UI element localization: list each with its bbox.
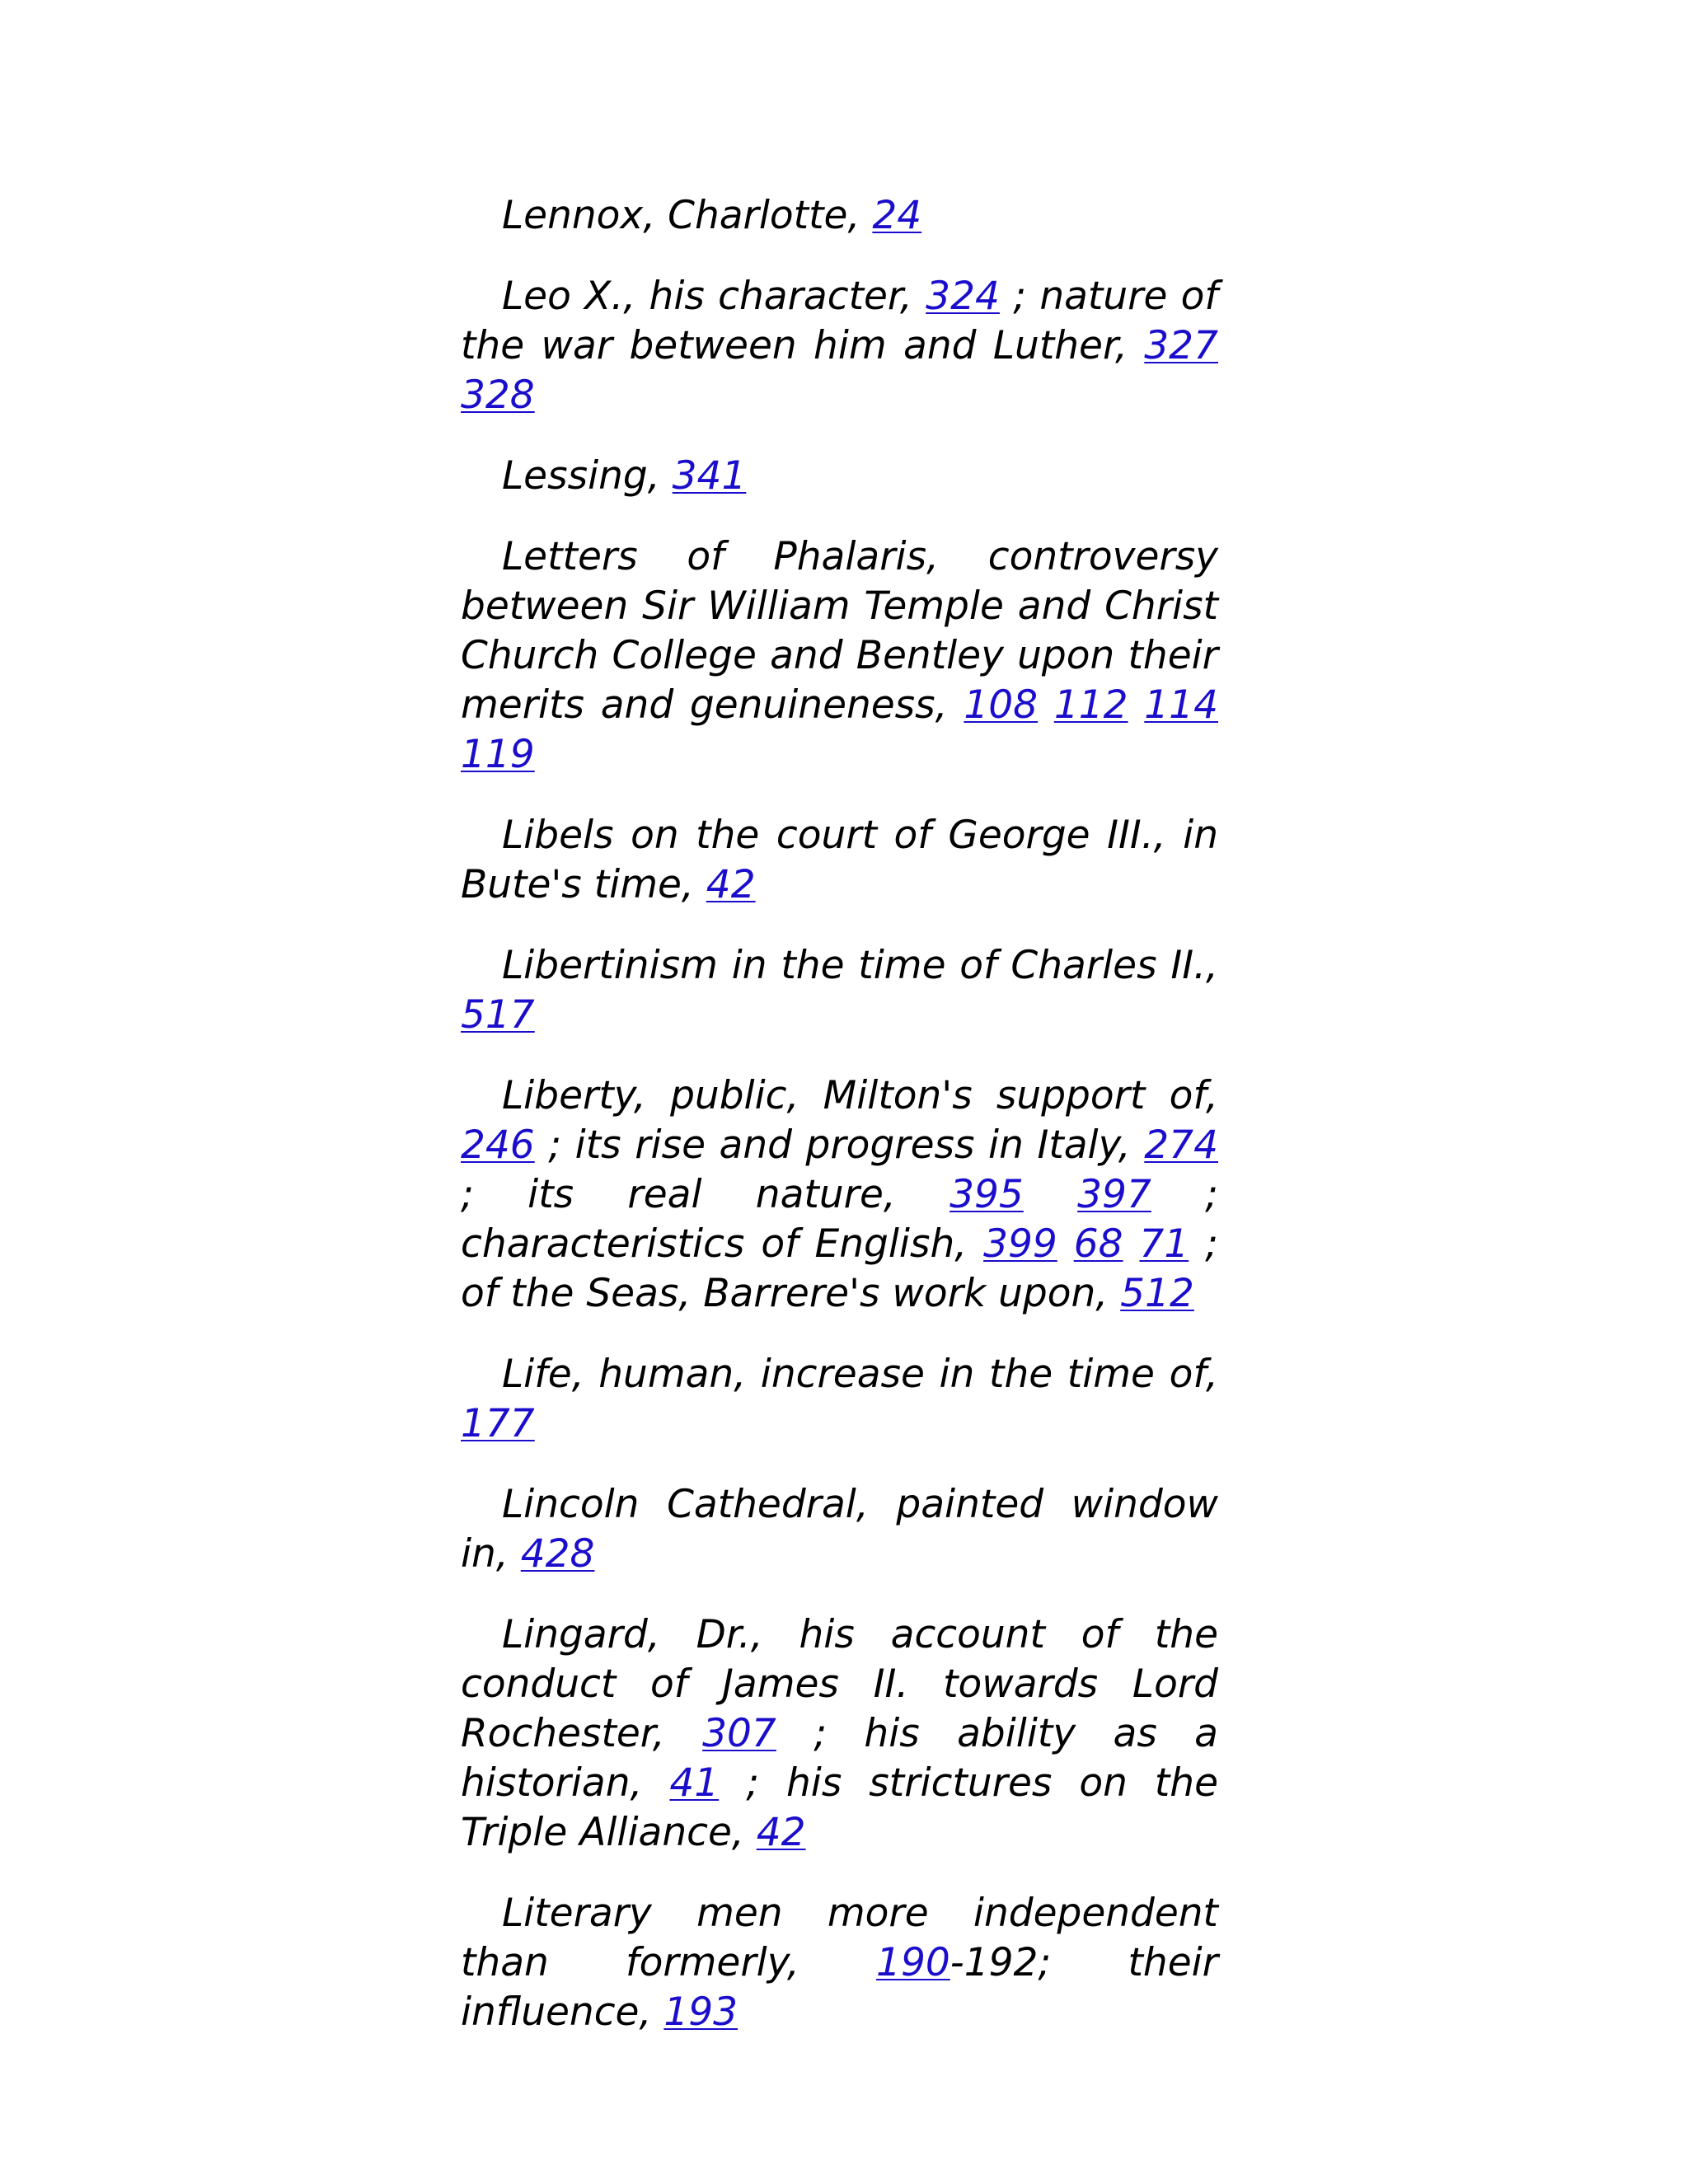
entry-text: Lincoln Cathedral, painted window in, — [461, 1482, 1218, 1577]
page-link-24[interactable]: 24 — [872, 193, 922, 238]
page-link-108[interactable]: 108 — [964, 682, 1039, 728]
entry-text: ; its real nature, — [461, 1172, 950, 1217]
index-entry-lingard — [461, 1610, 1218, 1858]
index-entry-libertinism — [461, 941, 1218, 1040]
page-link-517[interactable]: 517 — [461, 992, 535, 1038]
page-link-428[interactable]: 428 — [520, 1531, 595, 1577]
index-entry-liberty — [461, 1071, 1218, 1319]
entry-text — [1024, 1172, 1077, 1217]
entry-text: ; his ability as a historian, — [461, 1711, 1218, 1806]
entry-text: Libertinism in the time of Charles II., — [502, 943, 1218, 988]
page-link-41[interactable]: 41 — [669, 1760, 720, 1806]
entry-text — [1057, 1221, 1074, 1267]
index-entry-letters-of-phalaris — [461, 532, 1218, 780]
page-link-193[interactable]: 193 — [663, 1990, 738, 2035]
entry-text: Lennox, Charlotte, — [502, 193, 873, 238]
entry-text: Literary men more independent than formerly, — [461, 1891, 1218, 1985]
entry-text: -192; their influence, — [461, 1940, 1218, 2035]
index-entry-life-human — [461, 1350, 1218, 1449]
entry-text — [1123, 1221, 1140, 1267]
page-link-42[interactable]: 42 — [706, 862, 756, 907]
page-link-395[interactable]: 395 — [950, 1172, 1024, 1217]
page-link-512[interactable]: 512 — [1120, 1271, 1194, 1316]
page-link-114[interactable]: 114 — [1144, 682, 1218, 728]
index-entry-lennox — [461, 191, 1218, 241]
page-link-274[interactable]: 274 — [1144, 1122, 1218, 1168]
page-link-42[interactable]: 42 — [756, 1810, 806, 1855]
index-entry-libels — [461, 811, 1218, 910]
entry-text: Leo X., his character, — [502, 274, 926, 319]
entry-text: ; nature of the war between him and Luther, — [461, 274, 1218, 368]
page-link-328[interactable]: 328 — [461, 373, 535, 418]
index-page — [461, 191, 1218, 2069]
page-link-327[interactable]: 327 — [1144, 323, 1218, 368]
entry-text: Life, human, increase in the time of, — [502, 1352, 1218, 1397]
entry-text: ; its rise and progress in Italy, — [534, 1122, 1145, 1168]
index-entry-lessing — [461, 452, 1218, 501]
entry-text: Lingard, Dr., his account of the conduct of James II. towards Lord Rochester, — [461, 1612, 1218, 1756]
page-link-119[interactable]: 119 — [461, 732, 535, 777]
index-entry-leo-x — [461, 272, 1218, 420]
page-link-324[interactable]: 324 — [926, 274, 1000, 319]
page-link-68[interactable]: 68 — [1073, 1221, 1123, 1267]
index-entry-lincoln-cathedral — [461, 1480, 1218, 1579]
page-link-112[interactable]: 112 — [1053, 682, 1128, 728]
page-link-397[interactable]: 397 — [1077, 1172, 1151, 1217]
page-link-246[interactable]: 246 — [461, 1122, 535, 1168]
page-link-399[interactable]: 399 — [983, 1221, 1057, 1267]
page-link-307[interactable]: 307 — [702, 1711, 776, 1756]
page-link-190[interactable]: 190 — [876, 1940, 950, 1985]
index-entry-literary-men — [461, 1889, 1218, 2037]
entry-text — [1038, 682, 1054, 728]
page-link-177[interactable]: 177 — [461, 1401, 535, 1446]
entry-text: Letters of Phalaris, controversy between Sir William Temple and Christ Church College and Bentley upon their merits and genuineness, — [461, 534, 1218, 728]
entry-text: Lessing, — [502, 453, 673, 499]
entry-text: ; his strictures on the Triple Alliance, — [461, 1760, 1218, 1855]
page-link-71[interactable]: 71 — [1139, 1221, 1189, 1267]
page-link-341[interactable]: 341 — [672, 453, 747, 499]
entry-text: ; characteristics of English, — [461, 1172, 1218, 1267]
entry-text — [1128, 682, 1145, 728]
entry-text: ; of the Seas, Barrere's work upon, — [461, 1221, 1218, 1316]
entry-text: Libels on the court of George III., in Bute's time, — [461, 813, 1218, 907]
entry-text: Liberty, public, Milton's support of, — [502, 1073, 1218, 1118]
